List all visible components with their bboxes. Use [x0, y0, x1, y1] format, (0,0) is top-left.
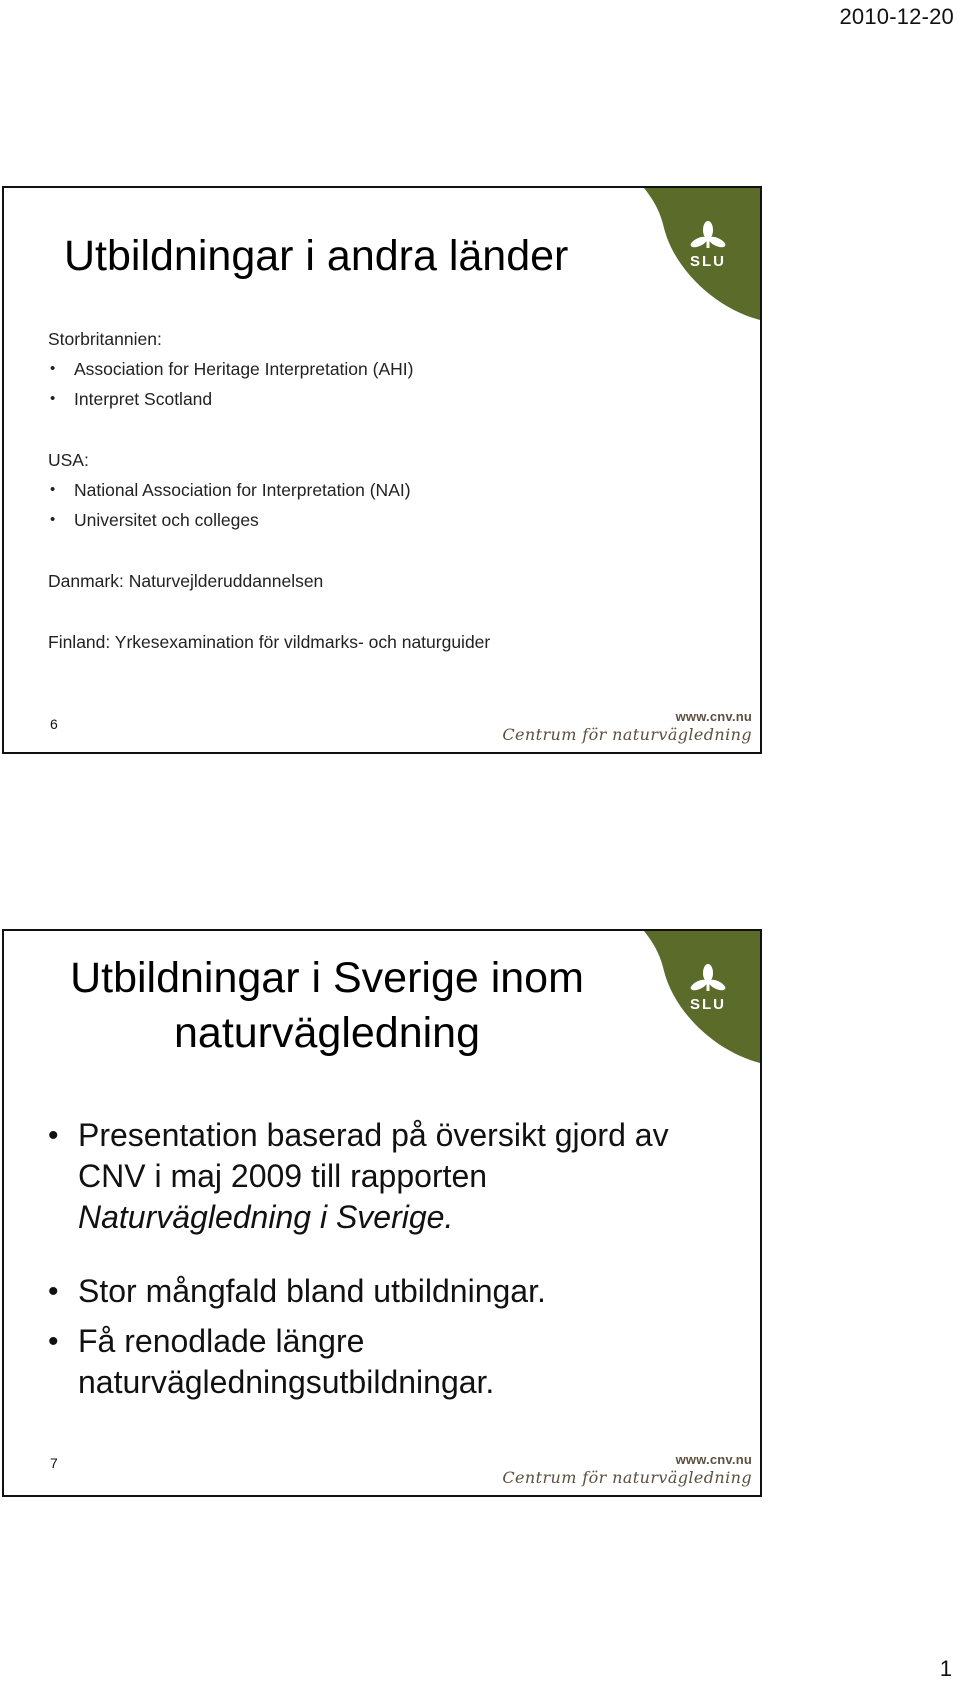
list-item: • Universitet och colleges: [48, 505, 698, 535]
section-heading: Storbritannien:: [48, 329, 162, 349]
svg-text:SLU: SLU: [690, 996, 726, 1013]
cnv-footer-logo: [502, 1452, 752, 1489]
section-heading: USA:: [48, 450, 89, 470]
bullet-list: [48, 475, 698, 535]
page-date: 2010-12-20: [839, 4, 954, 29]
footer-url: www.cnv.nu: [675, 1452, 752, 1467]
list-item-line: • Få renodlade längre: [78, 1323, 365, 1359]
slide-number: 7: [50, 1455, 58, 1471]
svg-text:SLU: SLU: [690, 253, 726, 270]
list-item: • Association for Heritage Interpretation (AHI): [48, 354, 698, 384]
slide-6: [2, 186, 762, 754]
list-item-line: CNV i maj 2009 till rapporten: [78, 1158, 488, 1194]
slide-title: [4, 951, 650, 1061]
slide-7: [2, 929, 762, 1497]
list-item: • Interpret Scotland: [48, 384, 698, 414]
bullet-list: [48, 1115, 698, 1403]
list-item-line: naturvägledningsutbildningar.: [78, 1364, 495, 1400]
footer-organization-name: Centrum för naturvägledning: [502, 1468, 752, 1487]
list-item-line: • Presentation baserad på översikt gjord av: [78, 1117, 669, 1153]
title-line: naturvägledning: [173, 1009, 481, 1057]
slu-logo-corner: [644, 931, 760, 1063]
title-line: Utbildningar i Sverige inom: [70, 954, 584, 1002]
list-item: [48, 1321, 698, 1403]
footer-url: www.cnv.nu: [675, 709, 752, 724]
slide-body: [48, 324, 698, 657]
section-heading: Finland: Yrkesexamination för vildmarks- och naturguider: [48, 632, 491, 652]
list-item: • National Association for Interpretation (NAI): [48, 475, 698, 505]
page-number: 1: [939, 1656, 952, 1681]
slide-title: Utbildningar i andra länder: [64, 232, 569, 280]
bullet-list: [48, 354, 698, 414]
section-heading: Danmark: Naturvejlderuddannelsen: [48, 571, 324, 591]
cnv-footer-logo: [502, 709, 752, 746]
list-item: [48, 1271, 698, 1312]
report-title: Naturvägledning i Sverige.: [78, 1199, 454, 1235]
list-item-line: • Stor mångfald bland utbildningar.: [78, 1273, 546, 1309]
list-item: [48, 1115, 698, 1238]
slide-number: 6: [50, 716, 58, 732]
footer-organization-name: Centrum för naturvägledning: [502, 725, 752, 744]
slu-leaf-logo-icon: [644, 931, 760, 1063]
